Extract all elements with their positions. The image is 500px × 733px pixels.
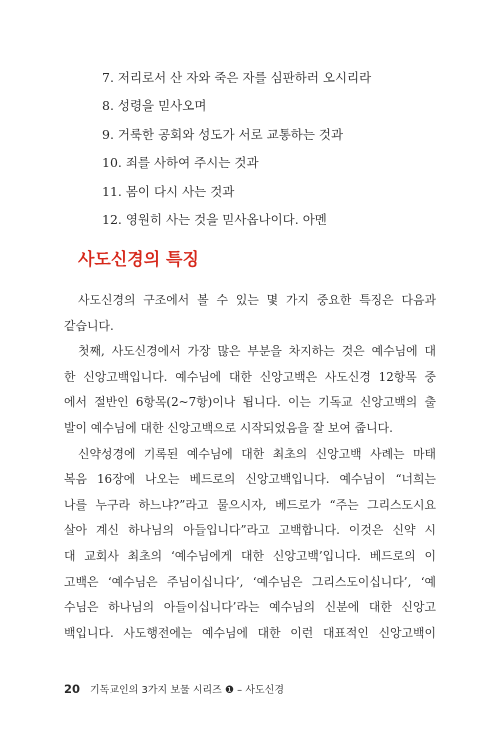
body-line: 고백은 ‘예수님은 주님이십니다’, ‘예수님은 그리스도이십니다’, ‘예 xyxy=(64,574,436,589)
body-line: 같습니다. xyxy=(64,318,114,333)
body-line: 신약성경에 기록된 예수님에 대한 최초의 신앙고백 사례는 마태 xyxy=(78,446,436,461)
body-line: 첫째, 사도신경에서 가장 많은 부분을 차지하는 것은 예수님에 대 xyxy=(78,344,436,359)
body-line: 한 신앙고백입니다. 예수님에 대한 신앙고백은 사도신경 12항목 중 xyxy=(64,369,436,384)
body-line: 발이 예수님에 대한 신앙고백으로 시작되었음을 잘 보여 줍니다. xyxy=(64,420,393,435)
creed-item-10: 10. 죄를 사하여 주시는 것과 xyxy=(102,155,259,171)
creed-list xyxy=(102,64,442,234)
page-number: 20 xyxy=(64,682,81,696)
body-line: 나를 누구라 하느냐?”라고 물으시자, 베드로가 “주는 그리스도시요 xyxy=(64,497,436,512)
body-line: 사도신경의 구조에서 볼 수 있는 몇 가지 중요한 특징은 다음과 xyxy=(78,293,436,307)
body-line: 수님은 하나님의 아들이십니다’라는 예수님의 신분에 대한 신앙고 xyxy=(64,600,436,615)
body-line: 에서 절반인 6항목(2~7항)이나 됩니다. 이는 기독교 신앙고백의 출 xyxy=(64,395,436,410)
body-line: 살아 계신 하나님의 아들입니다”라고 고백합니다. 이것은 신약 시 xyxy=(64,523,436,538)
body-line: 복음 16장에 나오는 베드로의 신앙고백입니다. 예수님이 “너희는 xyxy=(64,472,436,487)
creed-item-9: 9. 거룩한 공회와 성도가 서로 교통하는 것과 xyxy=(102,126,344,142)
running-title: 기독교인의 3가지 보물 시리즈 ❶ – 사도신경 xyxy=(90,685,284,696)
page-footer xyxy=(64,681,284,696)
creed-item-8: 8. 성령을 믿사오며 xyxy=(102,98,207,114)
creed-item-12: 12. 영원히 사는 것을 믿사옵나이다. 아멘 xyxy=(102,211,327,227)
body-line: 대 교회사 최초의 ‘예수님에게 대한 신앙고백’입니다. 베드로의 이 xyxy=(64,548,436,563)
body-text xyxy=(64,288,436,646)
section-heading: 사도신경의 특징 xyxy=(78,250,199,270)
creed-item-11: 11. 몸이 다시 사는 것과 xyxy=(102,183,235,199)
creed-item-7: 7. 저리로서 산 자와 죽은 자를 심판하러 오시리라 xyxy=(102,70,372,85)
body-line: 백입니다. 사도행전에는 예수님에 대한 이런 대표적인 신앙고백이 xyxy=(64,625,436,640)
